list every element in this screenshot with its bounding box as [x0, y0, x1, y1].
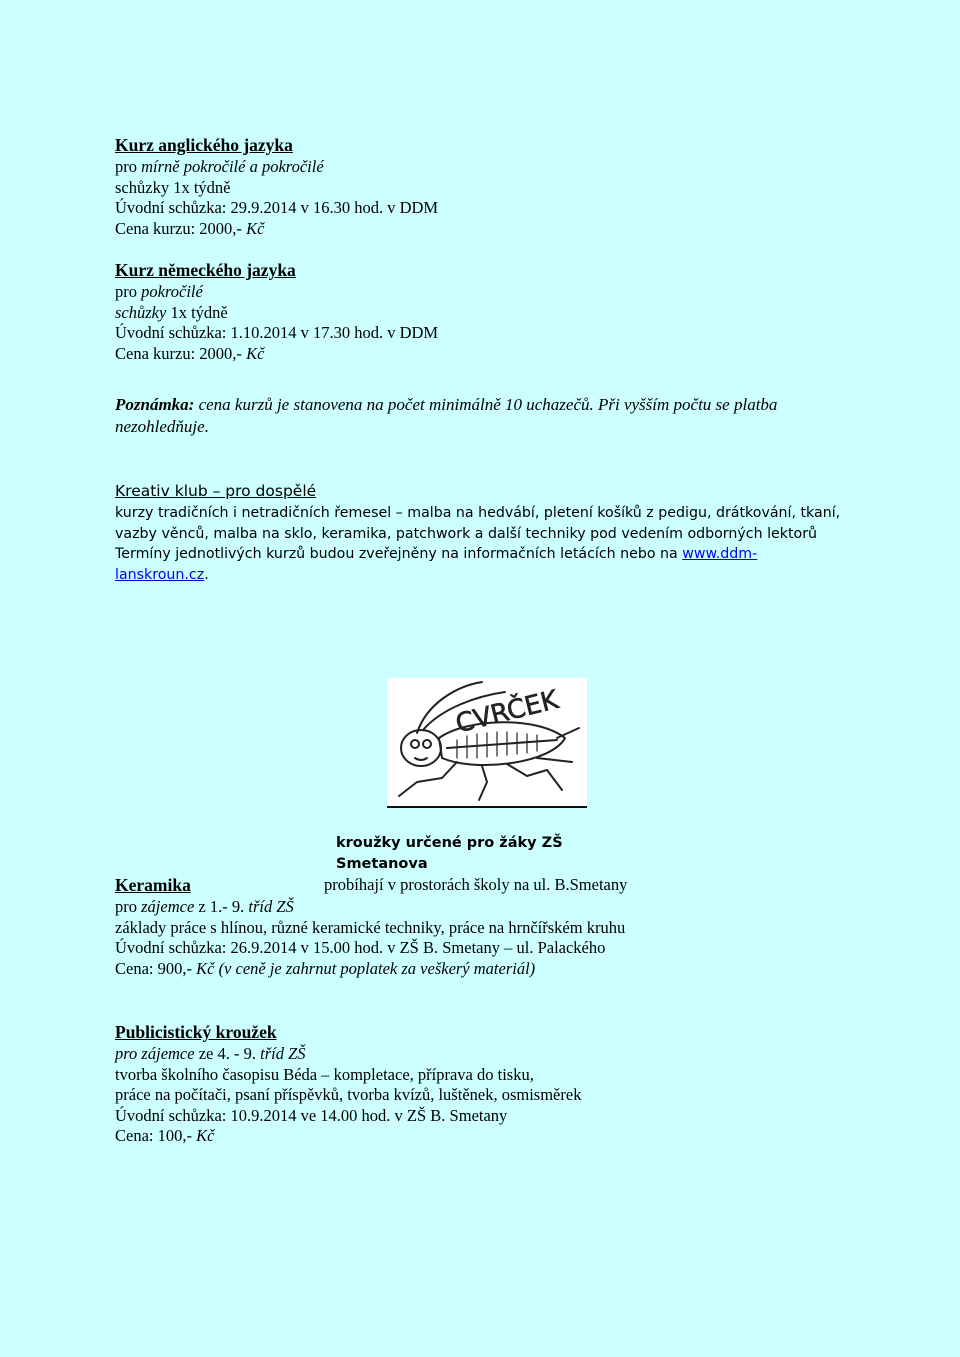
meetings-rest: 1x týdně — [166, 302, 228, 322]
english-course-level — [115, 157, 855, 178]
kreativ-club-section — [115, 480, 855, 585]
journalism-level — [115, 1044, 855, 1065]
ceramics-title: Keramika — [115, 875, 191, 895]
level-text: pokročilé — [141, 282, 203, 301]
level-prefix: pro — [115, 157, 142, 176]
price-prefix: Cena: 100,- — [115, 1126, 197, 1145]
level-text: pro zájemce — [115, 1044, 199, 1063]
german-course-price — [115, 344, 855, 365]
kreativ-club-desc-2: vazby věnců, malba na sklo, keramika, patchwork a další techniky pod vedením odborných lektorů — [115, 525, 818, 542]
school-courses — [115, 874, 855, 1147]
price-suffix: Kč (v ceně je zahrnut poplatek za veškerý materiál) — [196, 958, 536, 978]
ceramics-desc: základy práce s hlínou, různé keramické techniky, práce na hrnčířském kruhu — [115, 917, 626, 937]
cricket-drawing — [387, 678, 587, 808]
cvrcek-logo — [387, 678, 587, 808]
note-text: cena kurzů je stanovena na počet minimálně 10 uchazečů. Při vyšším počtu se platba nezohledňuje. — [115, 395, 778, 436]
kreativ-club-desc-1: kurzy tradičních i netradičních řemesel – malba na hedvábí, pletení košíků z pedigu, drátkování, tkaní, — [115, 505, 841, 521]
german-course-level — [115, 282, 855, 303]
meetings-prefix: schůzky — [115, 302, 167, 322]
price-currency: Kč — [196, 1126, 215, 1145]
german-course-section — [115, 259, 855, 364]
english-course-meetings: schůzky 1x týdně — [115, 177, 231, 197]
terms-suffix: . — [204, 566, 209, 583]
english-course-section — [115, 134, 855, 239]
logo-text: CVRČEK — [452, 685, 562, 740]
price-prefix: Cena kurzu: 2000,- — [115, 218, 247, 238]
ceramics-price — [115, 959, 855, 980]
school-circles-line-1: kroužky určené pro žáky ZŠ Smetanova — [336, 835, 563, 872]
kreativ-club-terms — [115, 544, 805, 585]
journalism-desc-1: tvorba školního časopisu Béda – kompletace, příprava do tisku, — [115, 1064, 534, 1084]
terms-text: Termíny jednotlivých kurzů budou zveřejněny na informačních letácích nebo na — [115, 546, 683, 562]
level-text: mírně pokročilé a pokročilé — [141, 157, 324, 176]
journalism-desc-2: práce na počítači, psaní příspěvků, tvorba kvízů, luštěnek, osmisměrek — [115, 1085, 582, 1104]
journalism-intro: Úvodní schůzka: 10.9.2014 ve 14.00 hod. v ZŠ B. Smetany — [115, 1105, 508, 1125]
level-grade: tříd ZŠ — [260, 1044, 306, 1063]
ceramics-level — [115, 897, 855, 918]
english-course-title: Kurz anglického jazyka — [115, 135, 293, 155]
journalism-price — [115, 1126, 855, 1147]
link-part-1: www.ddm- — [682, 546, 758, 562]
document-page — [115, 134, 855, 585]
link-part-2: lanskroun.cz — [115, 566, 205, 583]
german-course-intro: Úvodní schůzka: 1.10.2014 v 17.30 hod. v DDM — [115, 323, 439, 342]
level-prefix: pro — [115, 897, 142, 916]
level-num: z 1.- 9. — [198, 897, 249, 916]
school-circles-line-2: probíhají v prostorách školy na ul. B.Smetany — [324, 875, 628, 894]
level-prefix: pro — [115, 282, 142, 301]
ceramics-intro: Úvodní schůzka: 26.9.2014 v 15.00 hod. v ZŠ B. Smetany – ul. Palackého — [115, 938, 606, 957]
journalism-section — [115, 1021, 855, 1147]
price-prefix: Cena: 900,- — [115, 958, 197, 978]
german-course-meetings — [115, 303, 855, 324]
price-currency: Kč — [246, 218, 265, 238]
german-course-title: Kurz německého jazyka — [115, 260, 296, 280]
price-prefix: Cena kurzu: 2000,- — [115, 343, 247, 363]
journalism-title: Publicistický kroužek — [115, 1022, 277, 1042]
note-label: Poznámka: — [115, 395, 195, 414]
level-grade: tříd ZŠ — [248, 897, 294, 916]
ceramics-section — [115, 874, 855, 979]
english-course-price — [115, 219, 855, 240]
note-paragraph — [115, 394, 835, 438]
level-text: zájemce — [141, 897, 199, 916]
english-course-intro: Úvodní schůzka: 29.9.2014 v 16.30 hod. v DDM — [115, 198, 439, 217]
level-num: ze 4. - 9. — [198, 1044, 261, 1063]
price-currency: Kč — [246, 343, 265, 363]
kreativ-club-title: Kreativ klub – pro dospělé — [115, 482, 317, 500]
